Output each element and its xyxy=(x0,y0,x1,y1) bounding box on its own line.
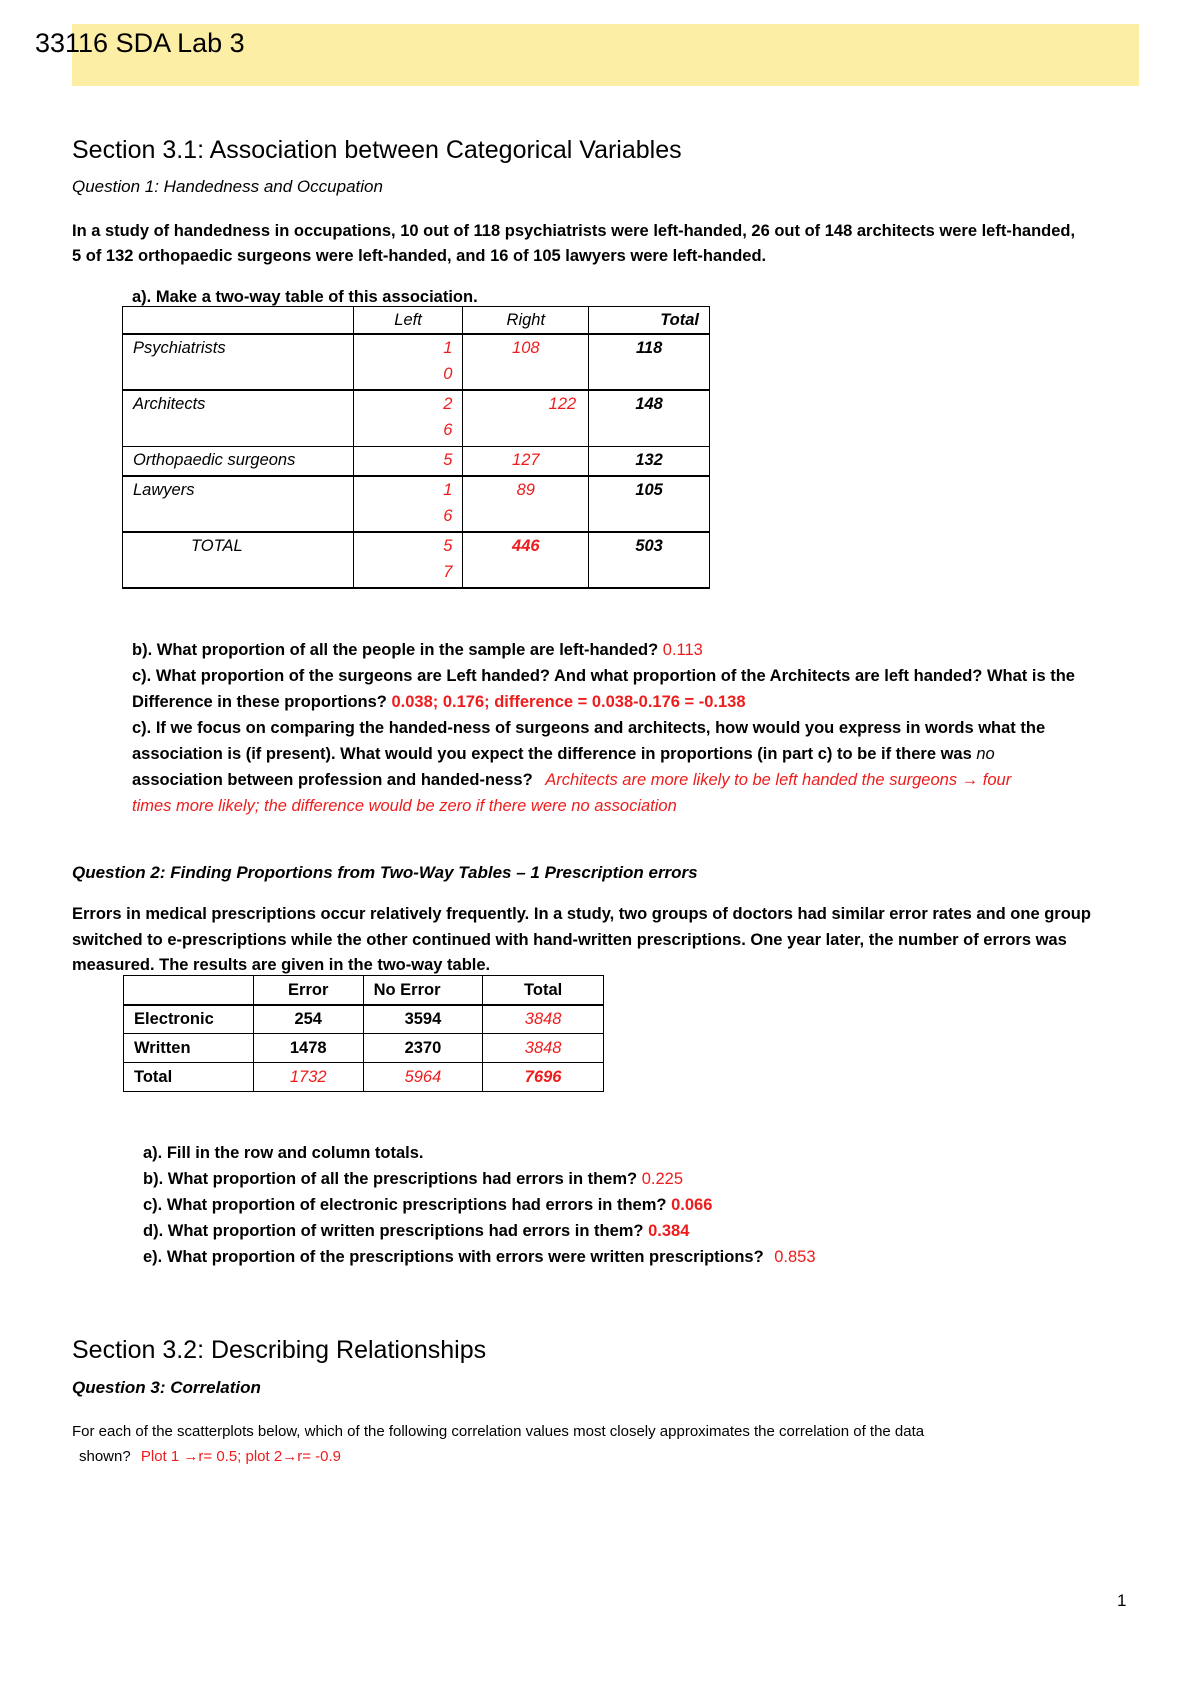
q2-part-e xyxy=(143,1244,816,1270)
row-label: Orthopaedic surgeons xyxy=(123,446,354,476)
q2-part-b xyxy=(143,1166,683,1192)
total-value: 118 xyxy=(589,334,710,390)
table-row xyxy=(124,1005,604,1034)
question-3-title: Question 3: Correlation xyxy=(72,1378,261,1397)
q1-part-b-question: b). What proportion of all the people in the sample are left-handed? xyxy=(132,641,659,659)
right-value: 446 xyxy=(463,532,589,588)
left-value: 5 xyxy=(353,446,463,476)
no-error-value: 3594 xyxy=(363,1005,483,1034)
error-value: 1478 xyxy=(253,1034,363,1063)
total-value: 148 xyxy=(589,390,710,446)
right-value: 122 xyxy=(463,390,589,446)
left-value: 57 xyxy=(353,532,463,588)
error-value: 254 xyxy=(253,1005,363,1034)
q1-part-c2-text: association is (if present). What would you expect the difference in proportions (in part c) to be if there was xyxy=(132,745,972,763)
q2-part-a: a). Fill in the row and column totals. xyxy=(143,1144,424,1162)
table-row xyxy=(124,1063,604,1092)
question-1-title: Question 1: Handedness and Occupation xyxy=(72,177,383,196)
q1-part-c2-line-1: c). If we focus on comparing the handed-ness of surgeons and architects, how would you express in words what the xyxy=(132,719,1046,737)
q1-part-c2-question: association between profession and handed-ness? xyxy=(132,771,533,789)
row-label: Written xyxy=(124,1034,254,1063)
left-value: 10 xyxy=(353,334,463,390)
right-value: 108 xyxy=(463,334,589,390)
total-value: 132 xyxy=(589,446,710,476)
q1-part-c2-line-3 xyxy=(132,767,1011,793)
arrow-right-icon: → xyxy=(961,771,979,789)
table-header-cell: Right xyxy=(463,307,589,335)
q1-part-b-answer: 0.113 xyxy=(662,641,703,659)
q1-intro-line-2: 5 of 132 orthopaedic surgeons were left-handed, and 16 of 105 lawyers were left-handed. xyxy=(72,247,767,265)
row-label: Total xyxy=(124,1063,254,1092)
left-value: 26 xyxy=(353,390,463,446)
table-header-cell: Left xyxy=(353,307,463,335)
q1-intro-line-1: In a study of handedness in occupations, 10 out of 118 psychiatrists were left-handed, 26 out of 148 architects were left-handed, xyxy=(72,222,1076,240)
section-3-1-title: Section 3.1: Association between Categorical Variables xyxy=(72,136,682,164)
left-value: 16 xyxy=(353,476,463,532)
row-label: Architects xyxy=(123,390,354,446)
q2-part-c xyxy=(143,1192,712,1218)
q1-part-c-answer: 0.038; 0.176; difference = 0.038-0.176 = -0.138 xyxy=(391,693,746,711)
q2-intro-line-2: switched to e-prescriptions while the other continued with hand-written prescriptions. One year later, the number of errors was xyxy=(72,931,1067,949)
table-row xyxy=(123,390,710,446)
prescription-errors-table xyxy=(123,975,604,1092)
q2-part-c-answer: 0.066 xyxy=(671,1196,713,1214)
page-number: 1 xyxy=(1117,1591,1127,1610)
table-header-row xyxy=(124,976,604,1005)
q3-line-2 xyxy=(72,1445,341,1469)
row-label: Psychiatrists xyxy=(123,334,354,390)
row-label: TOTAL xyxy=(123,532,354,588)
total-value: 3848 xyxy=(483,1034,604,1063)
table-header-cell xyxy=(123,307,354,335)
table-row xyxy=(123,334,710,390)
q3-line-1: For each of the scatterplots below, which of the following correlation values most closely approximates the correlation of the data xyxy=(72,1423,925,1440)
table-row xyxy=(123,446,710,476)
q1-part-c-question: Difference in these proportions? xyxy=(132,693,387,711)
total-value: 105 xyxy=(589,476,710,532)
q1-part-c2-answer-line-2: times more likely; the difference would be zero if there were no association xyxy=(132,797,677,815)
q2-part-c-question: c). What proportion of electronic prescriptions had errors in them? xyxy=(143,1196,667,1214)
q2-part-e-question: e). What proportion of the prescriptions with errors were written prescriptions? xyxy=(143,1248,764,1266)
table-row xyxy=(123,532,710,588)
q1-part-c-line-2 xyxy=(132,689,746,715)
q2-part-d-question: d). What proportion of written prescriptions had errors in them? xyxy=(143,1222,644,1240)
table-row xyxy=(123,476,710,532)
q2-part-d xyxy=(143,1218,689,1244)
q1-part-b xyxy=(132,637,703,663)
table-header-cell: Error xyxy=(253,976,363,1005)
table-row xyxy=(124,1034,604,1063)
q1-part-c-line-1: c). What proportion of the surgeons are Left handed? And what proportion of the Architects are left handed? What is the xyxy=(132,667,1075,685)
document-title: 33116 SDA Lab 3 xyxy=(35,28,245,58)
question-2-title: Question 2: Finding Proportions from Two-Way Tables – 1 Prescription errors xyxy=(72,863,698,882)
table-header-cell: No Error xyxy=(363,976,483,1005)
q2-part-b-question: b). What proportion of all the prescriptions had errors in them? xyxy=(143,1170,638,1188)
q3-question: shown? xyxy=(79,1448,131,1465)
table-header-row xyxy=(123,307,710,335)
q2-intro-line-3: measured. The results are given in the two-way table. xyxy=(72,956,491,974)
total-value: 503 xyxy=(589,532,710,588)
table-header-cell xyxy=(124,976,254,1005)
right-value: 127 xyxy=(463,446,589,476)
handedness-table xyxy=(122,306,710,589)
total-value: 3848 xyxy=(483,1005,604,1034)
q1-part-c2-answer: Architects are more likely to be left handed the surgeons xyxy=(545,771,958,789)
right-value: 89 xyxy=(463,476,589,532)
error-value: 1732 xyxy=(253,1063,363,1092)
q2-part-d-answer: 0.384 xyxy=(648,1222,690,1240)
table-header-cell: Total xyxy=(589,307,710,335)
row-label: Electronic xyxy=(124,1005,254,1034)
table-header-cell: Total xyxy=(483,976,604,1005)
no-error-value: 2370 xyxy=(363,1034,483,1063)
q1-part-c2-line-2 xyxy=(132,741,995,767)
q1-part-a: a). Make a two-way table of this association. xyxy=(132,288,478,306)
q2-part-e-answer: 0.853 xyxy=(774,1248,816,1266)
q2-intro-line-1: Errors in medical prescriptions occur relatively frequently. In a study, two groups of doctors had similar error rates and one group xyxy=(72,905,1091,923)
q2-part-b-answer: 0.225 xyxy=(641,1170,683,1188)
row-label: Lawyers xyxy=(123,476,354,532)
no-error-value: 5964 xyxy=(363,1063,483,1092)
q1-part-c2-emphasis: no xyxy=(976,745,995,763)
total-value: 7696 xyxy=(483,1063,604,1092)
section-3-2-title: Section 3.2: Describing Relationships xyxy=(72,1336,487,1364)
q1-part-c2-answer-cont: four xyxy=(982,771,1012,789)
q3-answer: Plot 1 →r= 0.5; plot 2→r= -0.9 xyxy=(140,1448,341,1465)
